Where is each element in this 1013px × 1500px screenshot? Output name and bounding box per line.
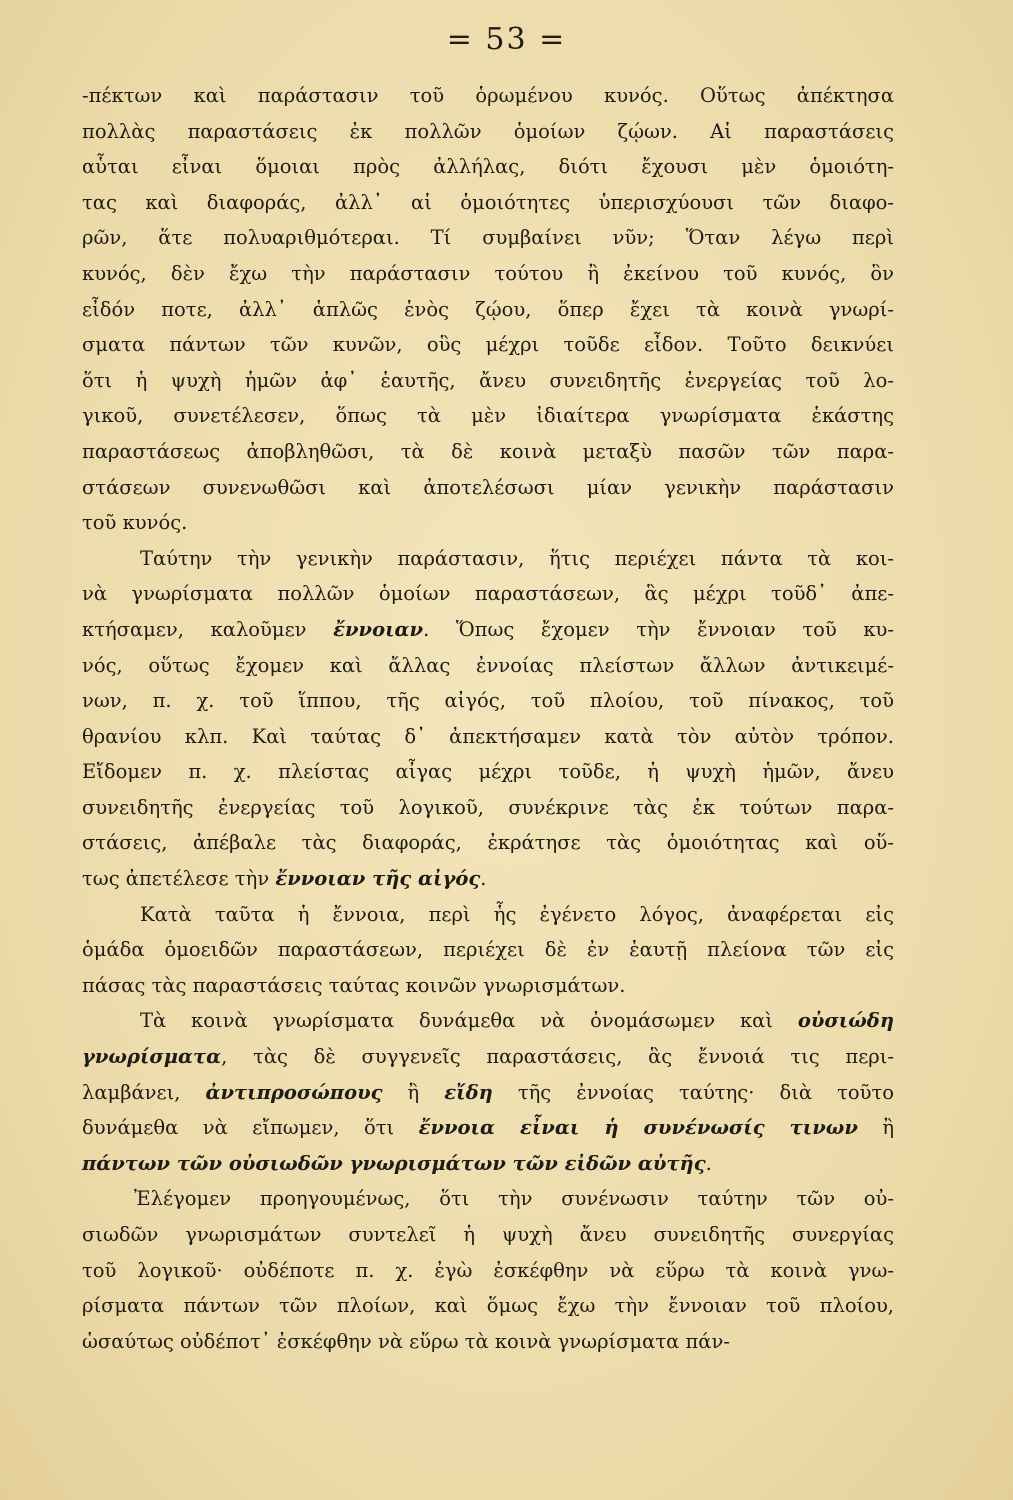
text-line — [82, 612, 894, 648]
text-line — [82, 505, 894, 541]
text-run: . — [480, 867, 487, 891]
text-line — [82, 114, 894, 150]
text-run: κτήσαμεν, καλοῦμεν — [82, 617, 334, 641]
text-run: Κατὰ ταῦτα ἡ ἔννοια, περὶ ἧς ἐγένετο λόγος, ἀναφέρεται εἰς — [140, 902, 894, 926]
text-run: νός, οὕτως ἔχομεν καὶ ἄλλας ἐννοίας πλείστων ἄλλων ἀντικειμέ- — [82, 653, 894, 677]
text-line — [82, 1288, 894, 1324]
text-run: νων, π. χ. τοῦ ἵππου, τῆς αἰγός, τοῦ πλοίου, τοῦ πίνακος, τοῦ — [82, 689, 894, 713]
text-line — [82, 968, 894, 1004]
text-run: ἢ — [382, 1080, 445, 1104]
text-run: λαμβάνει, — [82, 1080, 206, 1104]
text-run: ἢ — [857, 1116, 894, 1140]
text-run: Τὰ κοινὰ γνωρίσματα δυνάμεθα νὰ ὀνομάσωμεν καὶ — [140, 1009, 798, 1033]
text-run: πάσας τὰς παραστάσεις ταύτας κοινῶν γνωρισμάτων. — [82, 973, 626, 997]
text-run: . Ὅπως ἔχομεν τὴν ἔννοιαν τοῦ κυ- — [423, 617, 894, 641]
text-line — [82, 897, 894, 933]
text-line — [82, 434, 894, 470]
text-run: τοῦ λογικοῦ· οὐδέποτε π. χ. ἐγὼ ἐσκέφθην νὰ εὕρω τὰ κοινὰ γνω- — [82, 1258, 894, 1282]
text-run: πολλὰς παραστάσεις ἐκ πολλῶν ὁμοίων ζῴων. Αἱ παραστάσεις — [82, 119, 894, 143]
text-run: νὰ γνωρίσματα πολλῶν ὁμοίων παραστάσεων, ἃς μέχρι τοῦδ᾽ ἀπε- — [82, 582, 894, 606]
text-run: εἶδόν ποτε, ἀλλ᾽ ἁπλῶς ἑνὸς ζῴου, ὅπερ ἔχει τὰ κοινὰ γνωρί- — [82, 297, 894, 321]
text-run: στάσεις, ἀπέβαλε τὰς διαφοράς, ἐκράτησε τὰς ὁμοιότητας καὶ οὕ- — [82, 831, 894, 855]
text-line — [82, 398, 894, 434]
text-line — [82, 790, 894, 826]
emphasized-term: εἴδη — [444, 1080, 493, 1104]
text-run: -πέκτων καὶ παράστασιν τοῦ ὁρωμένου κυνός. Οὕτως ἀπέκτησα — [82, 84, 894, 107]
text-line — [82, 327, 894, 363]
emphasized-term: γνωρίσματα — [82, 1045, 222, 1069]
text-run: τως ἀπετέλεσε τὴν — [82, 867, 276, 891]
text-line — [82, 932, 894, 968]
text-line — [82, 541, 894, 577]
text-line — [82, 1217, 894, 1253]
text-run: συνειδητῆς ἐνεργείας τοῦ λογικοῦ, συνέκρινε τὰς ἐκ τούτων παρα- — [82, 795, 894, 819]
text-run: αὗται εἶναι ὅμοιαι πρὸς ἀλλήλας, διότι ἔχουσι μὲν ὁμοιότη- — [82, 155, 894, 179]
text-run: τας καὶ διαφοράς, ἀλλ᾽ αἱ ὁμοιότητες ὑπερισχύουσι τῶν διαφο- — [82, 190, 894, 214]
text-line — [82, 719, 894, 755]
text-line — [82, 292, 894, 328]
text-run: γικοῦ, συνετέλεσεν, ὅπως τὰ μὲν ἰδιαίτερα γνωρίσματα ἑκάστης — [82, 404, 894, 428]
page-text — [82, 78, 894, 1359]
text-line — [82, 1146, 894, 1182]
text-line — [82, 363, 894, 399]
text-run: Ταύτην τὴν γενικὴν παράστασιν, ἥτις περιέχει πάντα τὰ κοι- — [140, 546, 894, 570]
text-line — [82, 470, 894, 506]
text-line — [82, 1253, 894, 1289]
emphasized-term: ἔννοια εἶναι ἡ συνένωσίς τινων — [418, 1116, 858, 1140]
text-line — [82, 1039, 894, 1075]
text-line — [82, 825, 894, 861]
text-line — [82, 256, 894, 292]
text-run: σματα πάντων τῶν κυνῶν, οὓς μέχρι τοῦδε εἶδον. Τοῦτο δεικνύει — [82, 333, 894, 357]
text-run: ὅτι ἡ ψυχὴ ἡμῶν ἀφ᾽ ἑαυτῆς, ἄνευ συνειδητῆς ἐνεργείας τοῦ λο- — [82, 368, 894, 392]
text-run: σιωδῶν γνωρισμάτων συντελεῖ ἡ ψυχὴ ἄνευ συνειδητῆς συνεργίας — [82, 1223, 894, 1246]
text-run: ρίσματα πάντων τῶν πλοίων, καὶ ὅμως ἔχω τὴν ἔννοιαν τοῦ πλοίου, — [82, 1294, 894, 1318]
text-line — [82, 576, 894, 612]
text-run: ὡσαύτως οὐδέποτ᾽ ἐσκέφθην νὰ εὕρω τὰ κοινὰ γνωρίσματα πάν- — [82, 1329, 730, 1353]
text-line — [82, 1075, 894, 1111]
emphasized-term: ἀντιπροσώπους — [205, 1080, 383, 1104]
text-run: Εἴδομεν π. χ. πλείστας αἶγας μέχρι τοῦδε, ἡ ψυχὴ ἡμῶν, ἄνευ — [82, 760, 894, 784]
text-line — [82, 185, 894, 221]
text-run: ρῶν, ἅτε πολυαριθμότεραι. Τί συμβαίνει νῦν; Ὅταν λέγω περὶ — [82, 226, 894, 250]
text-line — [82, 1110, 894, 1146]
text-line — [82, 754, 894, 790]
emphasized-term: ἔννοιαν τῆς αἰγός — [275, 867, 481, 891]
emphasized-term: πάντων τῶν οὐσιωδῶν γνωρισμάτων τῶν εἰδῶν αὐτῆς — [82, 1151, 706, 1175]
text-run: παραστάσεως ἀποβληθῶσι, τὰ δὲ κοινὰ μεταξὺ πασῶν τῶν παρα- — [82, 439, 894, 463]
text-run: Ἐλέγομεν προηγουμένως, ὅτι τὴν συνένωσιν ταύτην τῶν οὐ- — [134, 1187, 894, 1211]
text-line — [82, 78, 894, 114]
text-line — [82, 1003, 894, 1039]
text-run: δυνάμεθα νὰ εἴπωμεν, ὅτι — [82, 1116, 419, 1140]
text-run: ὁμάδα ὁμοειδῶν παραστάσεων, περιέχει δὲ ἐν ἑαυτῇ πλείονα τῶν εἰς — [82, 938, 894, 962]
text-run: τῆς ἐννοίας ταύτης· διὰ τοῦτο — [492, 1080, 894, 1104]
emphasized-term: ἔννοιαν — [333, 617, 424, 641]
text-run: στάσεων συνενωθῶσι καὶ ἀποτελέσωσι μίαν γενικὴν παράστασιν — [82, 475, 894, 499]
text-line — [82, 648, 894, 684]
text-run: θρανίου κλπ. Καὶ ταύτας δ᾽ ἀπεκτήσαμεν κατὰ τὸν αὐτὸν τρόπον. — [82, 724, 894, 748]
text-line — [82, 1324, 894, 1360]
text-line — [82, 683, 894, 719]
text-line — [82, 861, 894, 897]
text-line — [82, 149, 894, 185]
text-line — [82, 220, 894, 256]
text-run: τοῦ κυνός. — [82, 511, 188, 535]
text-run: . — [705, 1151, 712, 1175]
text-run: , τὰς δὲ συγγενεῖς παραστάσεις, ἃς ἔννοιά τις περι- — [221, 1045, 894, 1069]
emphasized-term: οὐσιώδη — [797, 1009, 894, 1033]
page-number: = 53 = — [446, 22, 567, 57]
text-line — [82, 1181, 894, 1217]
text-run: κυνός, δὲν ἔχω τὴν παράστασιν τούτου ἢ ἐκείνου τοῦ κυνός, ὃν — [82, 261, 894, 285]
